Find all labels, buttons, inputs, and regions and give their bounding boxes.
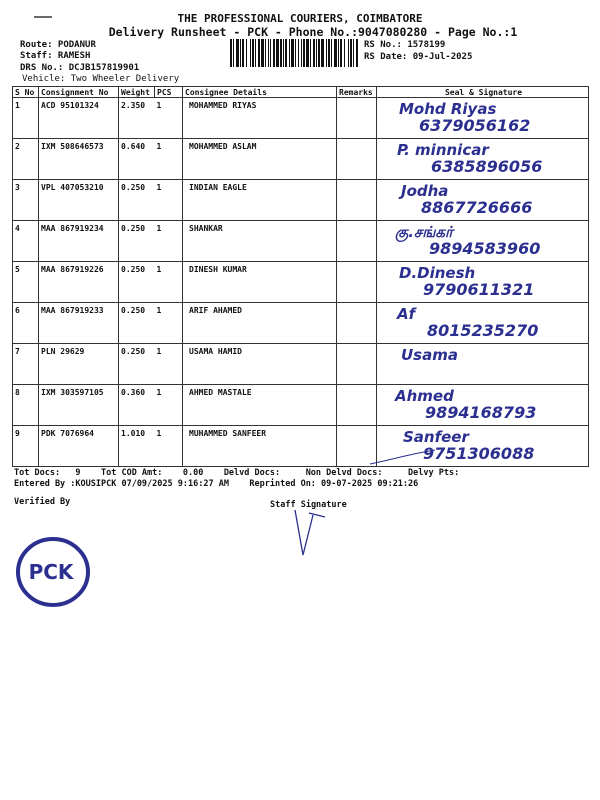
stamp-text: PCK xyxy=(28,560,74,584)
row-pcs: 1 xyxy=(155,139,183,180)
handwritten-name: D.Dinesh xyxy=(399,264,476,282)
staff-signature-scribble xyxy=(285,505,335,565)
row-consignment: PDK 7076964 xyxy=(39,426,119,467)
row-remarks xyxy=(337,180,377,221)
row-signature xyxy=(377,385,589,426)
row-weight: 2.350 xyxy=(119,98,155,139)
col-pcs: PCS xyxy=(155,87,183,98)
row-sno: 2 xyxy=(13,139,39,180)
table-header-row xyxy=(13,87,589,98)
row-weight: 0.250 xyxy=(119,180,155,221)
row-signature xyxy=(377,221,589,262)
handwritten-name: Af xyxy=(397,305,416,323)
row-sno: 5 xyxy=(13,262,39,303)
handwritten-phone: 9894168793 xyxy=(425,403,537,422)
row-sno: 3 xyxy=(13,180,39,221)
row-pcs: 1 xyxy=(155,262,183,303)
row-consignment: MAA 867919233 xyxy=(39,303,119,344)
table-row xyxy=(13,139,589,180)
route-label: Route: PODANUR xyxy=(20,40,96,50)
row-signature xyxy=(377,180,589,221)
handwritten-phone: 6385896056 xyxy=(431,157,543,176)
row-remarks xyxy=(337,98,377,139)
row-consignee: AHMED MASTALE xyxy=(183,385,337,426)
row-sno: 6 xyxy=(13,303,39,344)
row-remarks xyxy=(337,262,377,303)
row-weight: 0.250 xyxy=(119,344,155,385)
row-consignment: IXM 508646573 xyxy=(39,139,119,180)
row-pcs: 1 xyxy=(155,180,183,221)
staff-signature-label: Staff Signature xyxy=(270,500,347,510)
row-remarks xyxy=(337,221,377,262)
company-title: THE PROFESSIONAL COURIERS, COIMBATORE xyxy=(177,12,423,25)
row-pcs: 1 xyxy=(155,303,183,344)
pck-stamp xyxy=(10,532,100,610)
row-consignee: SHANKAR xyxy=(183,221,337,262)
row-sno: 8 xyxy=(13,385,39,426)
row-consignee: DINESH KUMAR xyxy=(183,262,337,303)
row-consignee: MOHAMMED RIYAS xyxy=(183,98,337,139)
col-weight: Weight xyxy=(119,87,155,98)
row-remarks xyxy=(337,139,377,180)
table-row xyxy=(13,344,589,385)
row-consignment: ACD 95101324 xyxy=(39,98,119,139)
row-consignee: INDIAN EAGLE xyxy=(183,180,337,221)
row-weight: 0.360 xyxy=(119,385,155,426)
col-signature: Seal & Signature xyxy=(377,87,589,98)
handwritten-name: Mohd Riyas xyxy=(399,100,497,118)
verified-by-label: Verified By xyxy=(14,497,71,507)
runsheet-subtitle: Delivery Runsheet - PCK - Phone No.:9047080280 - Page No.:1 xyxy=(108,25,518,39)
handwritten-name: Sanfeer xyxy=(403,428,469,446)
row-consignee: MOHAMMED ASLAM xyxy=(183,139,337,180)
runsheet-table xyxy=(12,86,589,467)
table-row xyxy=(13,180,589,221)
row-consignee: USAMA HAMID xyxy=(183,344,337,385)
row-sno: 1 xyxy=(13,98,39,139)
row-weight: 0.640 xyxy=(119,139,155,180)
row-pcs: 1 xyxy=(155,98,183,139)
table-row xyxy=(13,303,589,344)
staff-label: Staff: RAMESH xyxy=(20,51,91,61)
table-row xyxy=(13,262,589,303)
row-signature xyxy=(377,139,589,180)
drs-number: DRS No.: DCJB157819901 xyxy=(20,63,140,73)
table-row xyxy=(13,221,589,262)
row-consignee: ARIF AHAMED xyxy=(183,303,337,344)
handwritten-name: Ahmed xyxy=(395,387,454,405)
row-pcs: 1 xyxy=(155,426,183,467)
col-remarks: Remarks xyxy=(337,87,377,98)
totals-line: Tot Docs: 9 Tot COD Amt: 0.00 Delvd Docs: Non Delvd Docs: Delvy Pts: xyxy=(14,468,460,478)
row-consignee: MUHAMMED SANFEER xyxy=(183,426,337,467)
row-pcs: 1 xyxy=(155,385,183,426)
table-row xyxy=(13,385,589,426)
row-pcs: 1 xyxy=(155,221,183,262)
handwritten-phone: 9790611321 xyxy=(423,280,535,299)
table-row xyxy=(13,98,589,139)
handwritten-name: கு.சங்கர் xyxy=(395,223,453,241)
col-consignment: Consignment No xyxy=(39,87,119,98)
col-consignee: Consignee Details xyxy=(183,87,337,98)
handwritten-name: P. minnicar xyxy=(397,141,489,159)
row-remarks xyxy=(337,303,377,344)
row-remarks xyxy=(337,385,377,426)
handwritten-phone: 8867726666 xyxy=(421,198,533,217)
signature-stroke xyxy=(240,442,440,467)
handwritten-phone: 8015235270 xyxy=(427,321,539,340)
handwritten-name: Jodha xyxy=(401,182,449,200)
corner-mark xyxy=(32,14,54,20)
row-weight: 1.010 xyxy=(119,426,155,467)
row-remarks xyxy=(337,344,377,385)
handwritten-phone: 6379056162 xyxy=(419,116,531,135)
entered-line: Entered By :KOUSIPCK 07/09/2025 9:16:27 AM Reprinted On: 09-07-2025 09:21:26 xyxy=(14,479,419,489)
row-weight: 0.250 xyxy=(119,262,155,303)
handwritten-phone: 9751306088 xyxy=(423,444,535,463)
row-pcs: 1 xyxy=(155,344,183,385)
row-weight: 0.250 xyxy=(119,221,155,262)
row-signature xyxy=(377,98,589,139)
rs-number: RS No.: 1578199 xyxy=(364,40,446,50)
row-signature xyxy=(377,262,589,303)
handwritten-phone: 9894583960 xyxy=(429,239,541,258)
row-signature xyxy=(377,303,589,344)
row-consignment: PLN 29629 xyxy=(39,344,119,385)
barcode xyxy=(230,39,358,67)
row-consignment: VPL 407053210 xyxy=(39,180,119,221)
row-sno: 4 xyxy=(13,221,39,262)
row-consignment: MAA 867919234 xyxy=(39,221,119,262)
row-signature xyxy=(377,344,589,385)
vehicle-label: Vehicle: Two Wheeler Delivery xyxy=(22,74,180,84)
row-consignment: IXM 303597105 xyxy=(39,385,119,426)
row-consignment: MAA 867919226 xyxy=(39,262,119,303)
col-sno: S No xyxy=(13,87,39,98)
row-sno: 7 xyxy=(13,344,39,385)
rs-date: RS Date: 09-Jul-2025 xyxy=(364,52,473,62)
row-sno: 9 xyxy=(13,426,39,467)
row-weight: 0.250 xyxy=(119,303,155,344)
handwritten-name: Usama xyxy=(401,346,458,364)
